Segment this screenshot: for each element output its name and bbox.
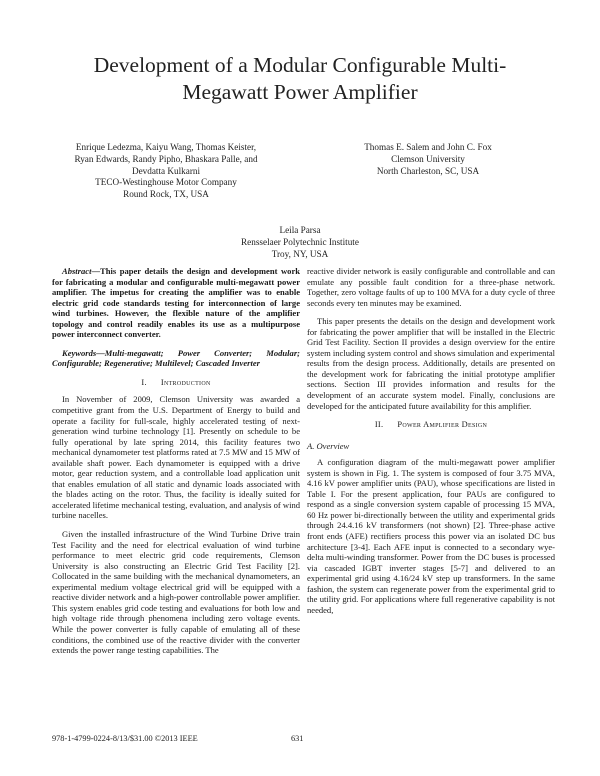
section-number: II. — [374, 420, 384, 430]
abstract — [52, 266, 300, 340]
intro-paragraph-2: Given the installed infrastructure of the Wind Turbine Drive train Test Facility and the need for electrical evaluation of wind turbine performance to meet electric grid code requirements, Clemson University is also constructing an Electric Grid Test Facility [2]. Collocated in the same building with the mechanical dynamometers, an experimental medium voltage electrical grid will be equipped with a reactive divider network and a high-power controllable power amplifier. This system enables grid code testing and evaluations for both low and high voltage ride through phenomena including zero voltage events. While the power converter is fully capable of emulating all of these conditions, the combined use of the reactive divider with the converter extends the power range testing capabilities. The — [52, 529, 300, 656]
author-names: Enrique Ledezma, Kaiyu Wang, Thomas Keister, — [75, 142, 257, 152]
author-names: Leila Parsa — [279, 225, 321, 235]
overview-paragraph-1: A configuration diagram of the multi-megawatt power amplifier system is shown in Fig. 1. The system is composed of four 3.75 MVA, 4.16 kV power amplifier units (PAU), whose specifications are listed in Table I. For the present application, four PAUs are configured to respond as a single conversion system capable of processing 15 MVA, 60 Hz power bi-directionally between the utility and experimental grids through 24.4.16 kV transformers (not shown) [2]. Three-phase active front ends (AFE) rectifiers process this power via an isolated DC bus architecture [3-4]. Each AFE input is connected to a secondary wye-delta multi-winding transformer. Power from the DC buses is processed via cascaded IGBT inverter stages [5-7] and delivered to an experimental grid using 4.16/24 kV step up transformers. In the same fashion, the system can regenerate power from the experimental grid to the utility grid. For applications where full regenerative capability is not needed, — [307, 457, 555, 615]
title-line-1: Development of a Modular Configurable Multi- — [93, 53, 507, 77]
left-column — [52, 266, 300, 656]
subsection-heading-overview: A. Overview — [307, 440, 350, 451]
page-number: 631 — [291, 734, 304, 743]
section-number: I. — [141, 377, 147, 387]
intro-paragraph-3: reactive divider network is easily configurable and controllable and can emulate any possible fault condition for a three-phase network. Together, zero voltage faults of up to 100 MVA for a duty cycle of three seconds every ten minutes may be examined. — [307, 266, 555, 308]
author-location: Round Rock, TX, USA — [123, 189, 209, 200]
author-block-rpi — [170, 225, 430, 260]
intro-paragraph-4: This paper presents the details on the design and development work for fabricating the power amplifier that will be installed in the Electric Grid Test Facility. Section II provides a design overview for the entire system including system control and shows simulation and experimental results from the design process. Additionally, details are presented on the development work for fabricating the initial prototype amplifier sections. Section III provides information and results for the development of an accurate system model. Finally, conclusions are developed for the anticipated future availability for this amplifier. — [307, 316, 555, 411]
author-location: Troy, NY, USA — [271, 248, 329, 259]
section-title: Introduction — [160, 377, 211, 387]
section-title: Power Amplifier Design — [397, 420, 488, 430]
author-block-teco — [40, 142, 292, 201]
title-line-2: Megawatt Power Amplifier — [182, 80, 418, 104]
author-affiliation: Rensselaer Polytechnic Institute — [241, 236, 359, 247]
author-names: Devdatta Kulkarni — [131, 165, 201, 176]
author-names: Thomas E. Salem and John C. Fox — [364, 142, 492, 152]
author-affiliation: Clemson University — [391, 153, 465, 164]
author-location: North Charleston, SC, USA — [376, 165, 480, 176]
right-column — [307, 266, 555, 615]
paper-title — [40, 52, 560, 106]
keywords-lead: Keywords — [62, 347, 97, 358]
author-names: Ryan Edwards, Randy Pipho, Bhaskara Palle, and — [74, 153, 258, 164]
author-affiliation: TECO-Westinghouse Motor Company — [95, 177, 237, 188]
abstract-lead: Abstract — [62, 266, 92, 276]
keywords-text: —Multi-megawatt; Power Converter; Modular; Configurable; Regenerative; Multilevel; Cascaded Inverter — [52, 347, 300, 369]
section-heading-power-amplifier-design — [307, 420, 555, 431]
intro-paragraph-1: In November of 2009, Clemson University was awarded a competitive grant from the U.S. Department of Energy to build and operate a facility for full-scale, highly accelerated testing of next-generation wind turbine technology [1]. Presently on schedule to be fully operational by late spring 2014, this facility features two mechanical dynamometer test platforms rated at 7.5 MW and 15 MW of available shaft power. Each dynamometer is equipped with a drive motor, gear reduction system, and a controllable load application unit that enables emulation of all static and dynamic loads associated with the blades acting on the rotor. Thus, the facility is ideally suited for accelerated lifetime mechanical testing, evaluation, and analysis of wind turbine nacelles. — [52, 394, 300, 521]
section-heading-introduction — [52, 378, 300, 389]
author-block-clemson — [302, 142, 554, 177]
copyright-footer: 978-1-4799-0224-8/13/$31.00 ©2013 IEEE — [52, 734, 198, 743]
abstract-text: —This paper details the design and development work for fabricating a modular and configurable multi-megawatt power amplifier. The impetus for creating the amplifier was to enable electric grid code standards testing for interconnection of large wind turbines. However, the flexible nature of the amplifier topology and control readily enables its use as a multipurpose power interconnect converter. — [52, 266, 300, 340]
keywords — [52, 348, 300, 369]
